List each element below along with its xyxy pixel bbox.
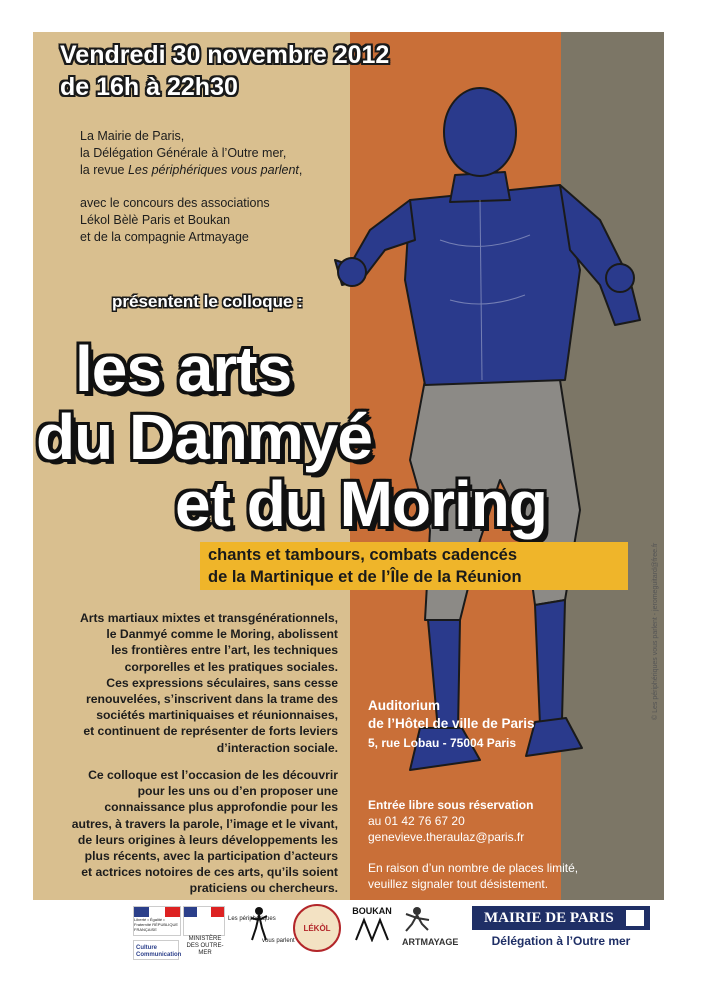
boukan-label: BOUKAN: [352, 906, 392, 916]
title-line-1: les arts: [75, 333, 292, 405]
description-line: d’interaction sociale.: [216, 740, 338, 755]
subtitle-line-2: de la Martinique et de l’Île de la Réunion: [208, 568, 522, 586]
organizer-line: et de la compagnie Artmayage: [80, 230, 249, 244]
boukan-logo: [348, 906, 396, 946]
description-line: corporelles et les pratiques sociales.: [124, 659, 338, 674]
description-line: de leurs origines à leurs développements les: [77, 832, 338, 847]
description-line: le Danmyé comme le Moring, abolissent: [106, 627, 338, 642]
artmayage-label: ARTMAYAGE: [402, 937, 459, 947]
title-line-3: et du Moring: [175, 468, 547, 540]
peripheriques-label: Les périphériques: [228, 916, 276, 922]
organizer-line: avec le concours des associations: [80, 196, 270, 210]
description-line: Ces expressions séculaires, sans cesse: [106, 675, 338, 690]
republique-logo: [133, 906, 181, 936]
organizer-suffix: ,: [298, 163, 303, 177]
fighter-illustration: [330, 80, 660, 800]
contact-email: genevieve.theraulaz@paris.fr: [368, 830, 525, 844]
mairie-label: MAIRIE DE PARIS: [484, 909, 614, 926]
photo-credit: © Les périphériques vous parlent - jeromeguitard@free.fr: [652, 542, 659, 720]
description-line: autres, à travers la parole, l’image et le vivant,: [71, 816, 338, 831]
organizer-line: la Délégation Générale à l’Outre mer,: [80, 146, 287, 160]
culture-logo: [133, 940, 182, 960]
event-date: Vendredi 30 novembre 2012: [60, 41, 390, 69]
organizer-line: La Mairie de Paris,: [80, 129, 185, 143]
delegation-label: Délégation à l’Outre mer: [491, 934, 631, 948]
subtitle-line-1: chants et tambours, combats cadencés: [208, 546, 518, 564]
phone-number: au 01 42 76 67 20: [368, 814, 465, 828]
description-line: et actrices notoires de ces arts, qu’ils soient: [81, 865, 338, 880]
organizer-line: [80, 162, 302, 179]
description-line: connaissance plus approfondie pour les: [104, 800, 338, 815]
mairie-ship-icon: [626, 910, 644, 926]
description-paragraph-1: [40, 610, 338, 756]
vous-parlent-label: vous parlent: [262, 938, 295, 944]
lekol-label: LÉKÒL: [303, 923, 331, 933]
description-line: les frontières entre l’art, les techniques: [111, 643, 338, 658]
description-paragraph-2: [40, 767, 338, 897]
venue-building: de l’Hôtel de ville de Paris: [368, 716, 535, 731]
lekol-logo: [293, 904, 341, 952]
organizer-line: Lékol Bèlè Paris et Boukan: [80, 213, 231, 227]
organizer-prefix: la revue: [80, 163, 128, 177]
notice-line: veuillez signaler tout désistement.: [368, 877, 549, 891]
description-line: pour les uns ou d’en proposer une: [137, 784, 338, 799]
venue-name: Auditorium: [368, 698, 440, 713]
organizer-journal: Les périphériques vous parlent: [127, 163, 299, 177]
event-time: de 16h à 22h30: [60, 73, 238, 101]
description-line: plus récents, avec la participation d’acteurs: [84, 849, 338, 864]
description-line: sociétés martiniquaises et réunionnaises,: [96, 708, 338, 723]
venue-address: 5, rue Lobau - 75004 Paris: [368, 736, 517, 750]
republique-label: Liberté • Égalité • Fraternité RÉPUBLIQUE FRANÇAISE: [134, 917, 179, 932]
ministere-logo: [183, 906, 225, 936]
culture-label: Culture Communication: [136, 945, 182, 958]
description-line: praticiens ou chercheurs.: [189, 881, 338, 896]
artmayage-logo: [402, 906, 464, 950]
title-line-2: du Danmyé: [36, 401, 372, 473]
dancer-icon: [250, 906, 268, 942]
notice-line: En raison d’un nombre de places limité,: [368, 861, 579, 875]
description-line: Arts martiaux mixtes et transgénérationnels,: [79, 611, 338, 625]
mairie-banner: [472, 906, 650, 930]
description-line: renouvelées, s’inscrivent dans la trame des: [86, 692, 338, 707]
description-line: Ce colloque est l’occasion de les découvrir: [88, 768, 338, 782]
description-line: et continuent de représenter de forts leviers: [83, 724, 338, 739]
ministere-label: MINISTÈRE DES OUTRE-MER: [186, 936, 224, 956]
presents-label: présentent le colloque :: [112, 292, 303, 311]
entry-info: Entrée libre sous réservation: [368, 798, 534, 812]
